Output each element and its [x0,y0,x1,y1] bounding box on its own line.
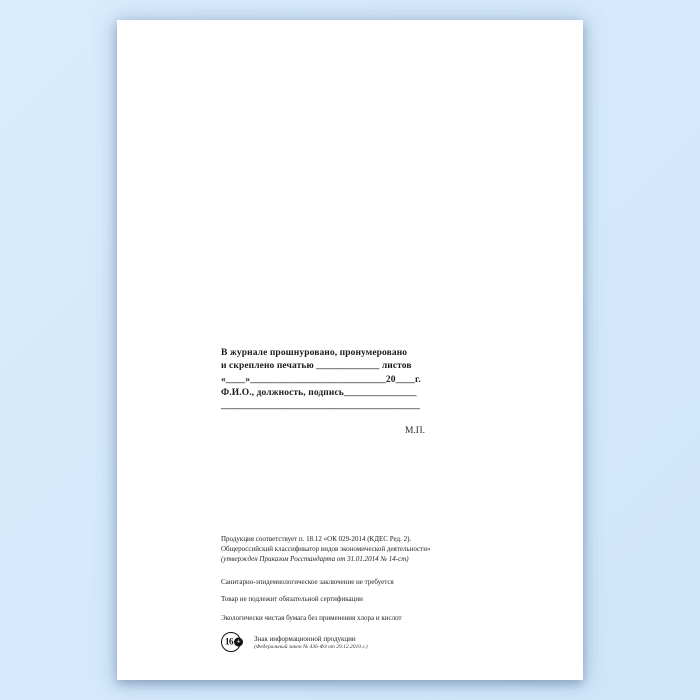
compliance-block [221,534,451,652]
stitch-line-2: и скреплено печатью _____________ листов [221,361,412,372]
stitch-line-5: _________________________________________ [221,401,420,412]
standard-line-3: (утвержден Приказом Росстандарта от 31.01.2014 № 14-ст) [221,555,409,563]
journal-back-page [117,20,583,680]
standard-line-1: Продукция соответствует п. 18.12 «ОК 029-2014 (КДЕС Ред. 2). [221,535,412,543]
stamp-place-label: М.П. [404,426,425,437]
standard-line-2: Общероссийский классификатор видов экономической деятельности» [221,545,431,553]
ecology-note: Экологически чистая бумага без применения хлора и кислот [221,614,402,622]
age-mark-row [221,632,451,652]
stitch-line-4: Ф.И.О., должность, подпись_______________ [221,387,417,398]
age-mark-text [254,634,368,651]
stitch-line-1: В журнале прошнуровано, пронумеровано [221,348,408,358]
age-16-plus-icon [221,632,241,652]
stitch-certification-block [221,347,437,439]
stitch-line-3: «____»____________________________20____г. [221,374,421,385]
sanitary-note: Санитарно-эпидемиологическое заключение не требуется [221,578,394,586]
age-number: 16 [225,636,233,647]
info-sign-law: (Федеральный закон № 436-ФЗ от 29.12.2010 г.) [254,643,368,650]
info-sign-title: Знак информационной продукции [254,634,356,643]
certification-note: Товар не подлежит обязательной сертификации [221,595,363,603]
age-plus-icon: + [234,638,243,647]
